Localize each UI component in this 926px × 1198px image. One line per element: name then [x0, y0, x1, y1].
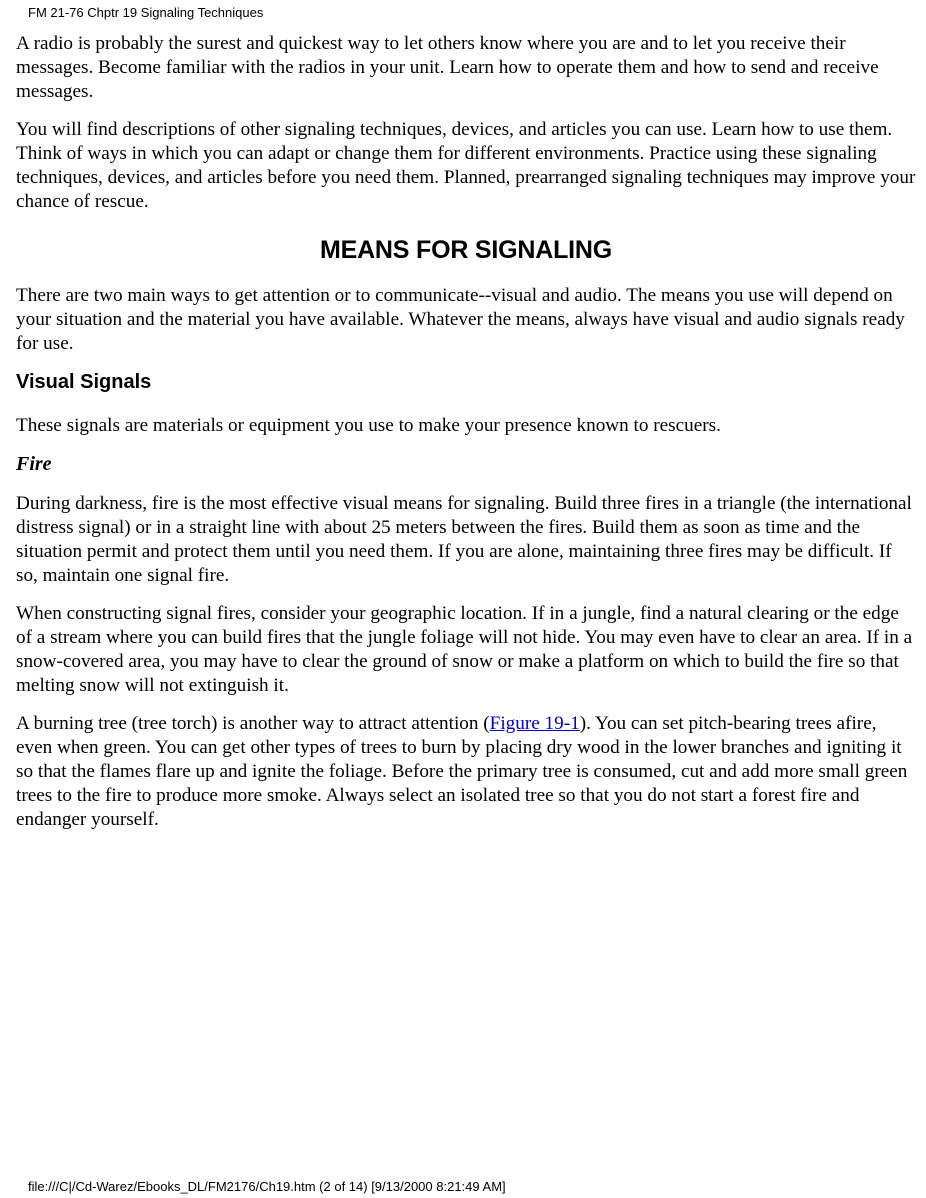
tree-torch-text-end: ). You can set pitch-bearing trees afire, even when green. You can get other types of trees to burn by placing dry wood in the lower branches and igniting it so that the flames flare up and ignite the foliage. Before the primary tree is consumed, cut and add more small green trees to the fire to produce more smoke. Always select an isolated tree so that you do not start a forest fire and endanger yourself.: [16, 713, 908, 830]
fire-paragraph-darkness: During darkness, fire is the most effective visual means for signaling. Build three fires in a triangle (the international distress signal) or in a straight line with about 25 meters between the fires. Build them as soon as time and the situation permit and protect them until you need them. If you are alone, maintaining three fires may be difficult. If so, maintain one signal fire.: [16, 493, 912, 586]
page-footer: file:///C|/Cd-Warez/Ebooks_DL/FM2176/Ch19.htm (2 of 14) [9/13/2000 8:21:49 AM]: [28, 1179, 506, 1194]
visual-paragraph: These signals are materials or equipment you use to make your presence known to rescuers.: [16, 415, 721, 436]
fire-paragraph-location: When constructing signal fires, consider your geographic location. If in a jungle, find a natural clearing or the edge of a stream where you can build fires that the jungle foliage will not hide. You may even have to clear an area. If in a snow-covered area, you may have to clear the ground of snow or make a platform on which to build the fire so that melting snow will not extinguish it.: [16, 603, 913, 696]
intro-paragraph-techniques: You will find descriptions of other signaling techniques, devices, and articles you can use. Learn how to use them. Think of ways in which you can adapt or change them for different environments. Practice using these signaling techniques, devices, and articles before you need them. Planned, prearranged signaling techniques may improve your chance of rescue.: [16, 119, 916, 212]
tree-torch-text-start: A burning tree (tree torch) is another way to attract attention (: [16, 713, 490, 734]
subheading-visual-signals: Visual Signals: [16, 371, 152, 393]
section-heading-means: MEANS FOR SIGNALING: [319, 236, 613, 264]
document-body: [16, 32, 916, 846]
page-header: FM 21-76 Chptr 19 Signaling Techniques: [28, 5, 264, 20]
figure-19-1-link[interactable]: Figure 19-1: [489, 713, 580, 734]
fire-paragraph-tree-torch: [16, 712, 916, 832]
means-paragraph: There are two main ways to get attention or to communicate--visual and audio. The means you use will depend on your situation and the material you have available. Whatever the means, always have visual and audio signals ready for use.: [16, 285, 905, 354]
subheading-fire: Fire: [16, 453, 52, 475]
intro-paragraph-radio: A radio is probably the surest and quickest way to let others know where you are and to let you receive their messages. Become familiar with the radios in your unit. Learn how to operate them and how to send and receive messages.: [16, 33, 879, 102]
